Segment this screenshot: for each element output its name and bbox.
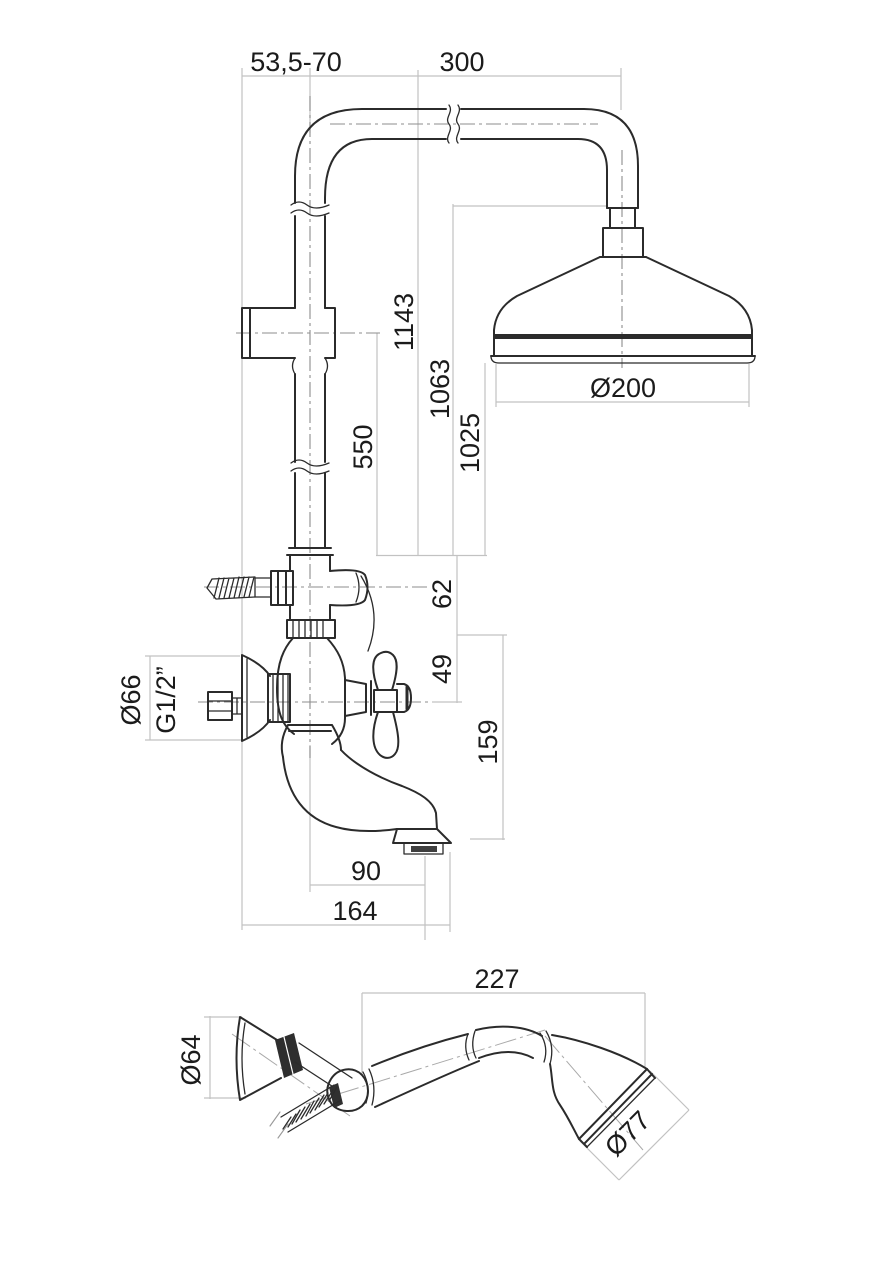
dim-valve-drop: 49 <box>427 653 457 685</box>
hand-shower-set <box>237 1017 656 1147</box>
dim-64-lines <box>204 1016 246 1099</box>
spout-aerator-screen <box>411 846 437 852</box>
dim-spout-reach: 164 <box>332 896 378 926</box>
dim-spout-drop: 159 <box>473 719 503 765</box>
hose-hex-nut <box>271 571 293 605</box>
dim-outlet-drop: 62 <box>427 578 457 610</box>
head-skirt <box>491 339 755 356</box>
hand-head-rings <box>540 1031 552 1064</box>
head-rim-band <box>493 334 753 339</box>
spout-joint <box>282 725 341 757</box>
diverter-knob-inner <box>356 573 359 602</box>
handle-neck <box>476 1027 542 1058</box>
valve-body-right <box>327 638 345 744</box>
diverter-assembly <box>207 548 374 651</box>
dim-227-lines <box>362 993 645 1076</box>
overhead-shower <box>491 208 755 363</box>
hand-bracket-cone-inner <box>242 1023 245 1094</box>
dimension-lines <box>145 68 749 1180</box>
centerlines <box>198 96 643 1150</box>
shower-column <box>242 105 638 548</box>
dim-arm-projection: 300 <box>439 47 485 77</box>
dim-arm-height: 1063 <box>425 358 455 420</box>
hand-handle-axis <box>306 1030 545 1104</box>
dim-inlet-thread: G1/2” <box>151 666 181 734</box>
dimension-labels <box>116 47 656 1162</box>
dim-hand-head-diameter: Ø77 <box>598 1104 657 1163</box>
arm-outer <box>295 109 446 203</box>
dim-hand-shower-length: 227 <box>474 964 520 994</box>
dim-bracket-spacing: 550 <box>348 424 378 470</box>
dim-1063-line <box>453 204 607 556</box>
column-lower <box>295 473 325 548</box>
collar-nut-ribs <box>293 620 323 638</box>
handle-body <box>372 1034 479 1107</box>
cross-handle-bottom-lobe <box>373 712 398 758</box>
spout-lower <box>283 757 397 831</box>
dim-head-diameter: Ø200 <box>589 373 657 403</box>
dim-escutcheon-diameter: Ø66 <box>116 674 146 726</box>
diverter-knob <box>330 570 368 605</box>
cross-handle-hub <box>374 690 397 712</box>
tub-spout <box>282 725 451 854</box>
head-stem <box>600 208 646 257</box>
valve-cone <box>345 680 371 716</box>
dim-total-height: 1143 <box>389 292 419 352</box>
inlet-hex-lines <box>208 698 242 714</box>
cross-handle-top-lobe <box>373 652 396 690</box>
head-bell <box>494 257 752 334</box>
hand-bracket-cone <box>237 1017 282 1100</box>
inlet-hex <box>208 692 232 720</box>
arm-inner-right <box>461 139 607 208</box>
hose-thread <box>207 577 255 599</box>
dim-spout-offset: 90 <box>350 856 382 886</box>
dim-wall-distance: 53,5-70 <box>250 47 342 77</box>
inlet-ribbed-nut <box>268 674 290 722</box>
handle-ferrule <box>466 1031 476 1060</box>
escutcheon <box>242 655 270 741</box>
spout-upper <box>341 750 437 829</box>
valve-body-left <box>277 638 294 734</box>
arm-inner <box>325 139 446 203</box>
cross-handle-cap <box>397 684 411 712</box>
head-lip <box>491 356 755 363</box>
dim-hand-bracket-diameter: Ø64 <box>176 1034 206 1086</box>
spout-outlet <box>393 829 451 843</box>
hand-bracket-arm <box>295 1043 352 1090</box>
dim-head-height: 1025 <box>455 412 485 474</box>
